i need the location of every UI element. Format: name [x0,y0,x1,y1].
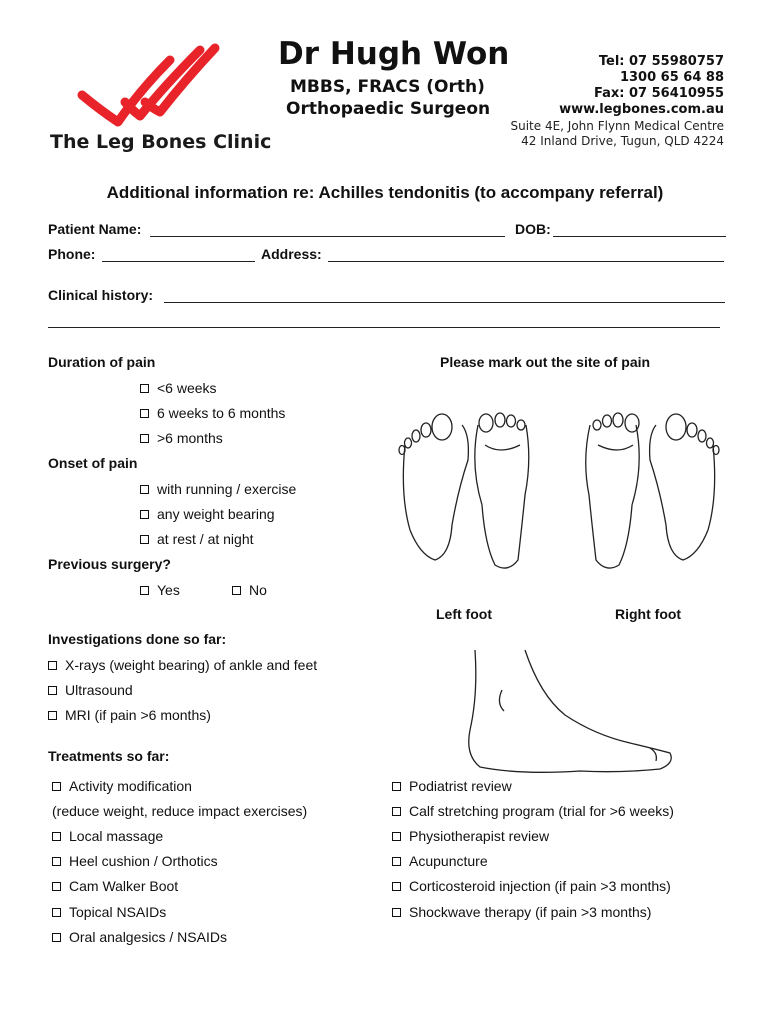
clinic-name: The Leg Bones Clinic [50,131,272,153]
surgery-heading: Previous surgery? [48,556,171,572]
checkbox[interactable] [392,908,401,917]
checkbox[interactable] [392,807,401,816]
checkbox[interactable] [52,908,61,917]
website-link[interactable]: www.legbones.com.au [559,102,724,117]
clinic-address-line1: Suite 4E, John Flynn Medical Centre [510,119,724,133]
foot-sole-diagram[interactable] [390,405,730,575]
fax-number: Fax: 07 56410955 [594,86,724,101]
checkbox[interactable] [140,409,149,418]
checkbox[interactable] [140,510,149,519]
phone-label: Phone: [48,246,96,262]
doctor-name: Dr Hugh Won [278,36,510,72]
treatment-option[interactable]: Local massage [52,828,163,844]
onset-option[interactable]: at rest / at night [140,531,254,547]
activity-modification-note: (reduce weight, reduce impact exercises) [52,803,308,819]
surgery-yes-option[interactable]: Yes [140,582,180,598]
surgery-no-option[interactable]: No [232,582,267,598]
clinical-history-label: Clinical history: [48,287,154,303]
phone-field[interactable] [102,261,255,262]
checkbox[interactable] [52,857,61,866]
duration-option[interactable]: <6 weeks [140,380,217,396]
patient-name-label: Patient Name: [48,221,142,237]
form-title: Additional information re: Achilles tendonitis (to accompany referral) [106,183,664,202]
checkbox[interactable] [392,782,401,791]
clinic-address-line2: 42 Inland Drive, Tugun, QLD 4224 [521,134,724,148]
clinical-history-field-line1[interactable] [164,302,725,303]
checkbox[interactable] [232,586,241,595]
treatment-option[interactable]: Calf stretching program (trial for >6 weeks) [392,803,674,819]
treatment-option[interactable]: Oral analgesics / NSAIDs [52,929,227,945]
treatment-option[interactable]: Shockwave therapy (if pain >3 months) [392,904,651,920]
duration-option[interactable]: 6 weeks to 6 months [140,405,285,421]
duration-option[interactable]: >6 months [140,430,223,446]
checkbox[interactable] [392,882,401,891]
patient-name-field[interactable] [150,236,505,237]
checkbox[interactable] [140,384,149,393]
clinic-logo [70,40,230,130]
investigation-option[interactable]: X-rays (weight bearing) of ankle and feet [48,657,317,673]
investigation-option[interactable]: Ultrasound [48,682,133,698]
checkbox[interactable] [140,485,149,494]
checkbox[interactable] [52,782,61,791]
investigations-heading: Investigations done so far: [48,631,227,647]
address-field[interactable] [328,261,724,262]
right-foot-label: Right foot [615,606,682,622]
checkbox[interactable] [52,933,61,942]
foot-side-diagram[interactable] [460,645,690,785]
treatment-option[interactable]: Heel cushion / Orthotics [52,853,218,869]
phone-number-alt: 1300 65 64 88 [619,70,724,85]
left-foot-label: Left foot [436,606,492,622]
checkbox[interactable] [48,686,57,695]
duration-heading: Duration of pain [48,354,156,370]
checkbox[interactable] [140,535,149,544]
treatment-option[interactable]: Podiatrist review [392,778,512,794]
doctor-qualifications: MBBS, FRACS (Orth) [290,77,485,97]
treatment-option[interactable]: Physiotherapist review [392,828,549,844]
checkbox[interactable] [392,857,401,866]
address-label: Address: [261,246,322,262]
treatments-heading: Treatments so far: [48,748,170,764]
checkbox[interactable] [48,711,57,720]
onset-heading: Onset of pain [48,455,138,471]
checkbox[interactable] [392,832,401,841]
doctor-specialty: Orthopaedic Surgeon [286,99,491,119]
dob-label: DOB: [515,221,551,237]
checkbox[interactable] [140,434,149,443]
onset-option[interactable]: any weight bearing [140,506,275,522]
checkbox[interactable] [48,661,57,670]
diagram-heading: Please mark out the site of pain [440,354,651,370]
clinical-history-field-line2[interactable] [48,327,720,328]
checkbox[interactable] [52,882,61,891]
treatment-option[interactable]: Corticosteroid injection (if pain >3 months) [392,878,671,894]
checkbox[interactable] [140,586,149,595]
investigation-option[interactable]: MRI (if pain >6 months) [48,707,211,723]
onset-option[interactable]: with running / exercise [140,481,296,497]
phone-number: Tel: 07 55980757 [598,54,724,69]
treatment-option[interactable]: Cam Walker Boot [52,878,178,894]
checkbox[interactable] [52,832,61,841]
treatment-option[interactable]: Topical NSAIDs [52,904,166,920]
dob-field[interactable] [553,236,726,237]
treatment-option[interactable]: Acupuncture [392,853,488,869]
treatment-option[interactable]: Activity modification [52,778,192,794]
